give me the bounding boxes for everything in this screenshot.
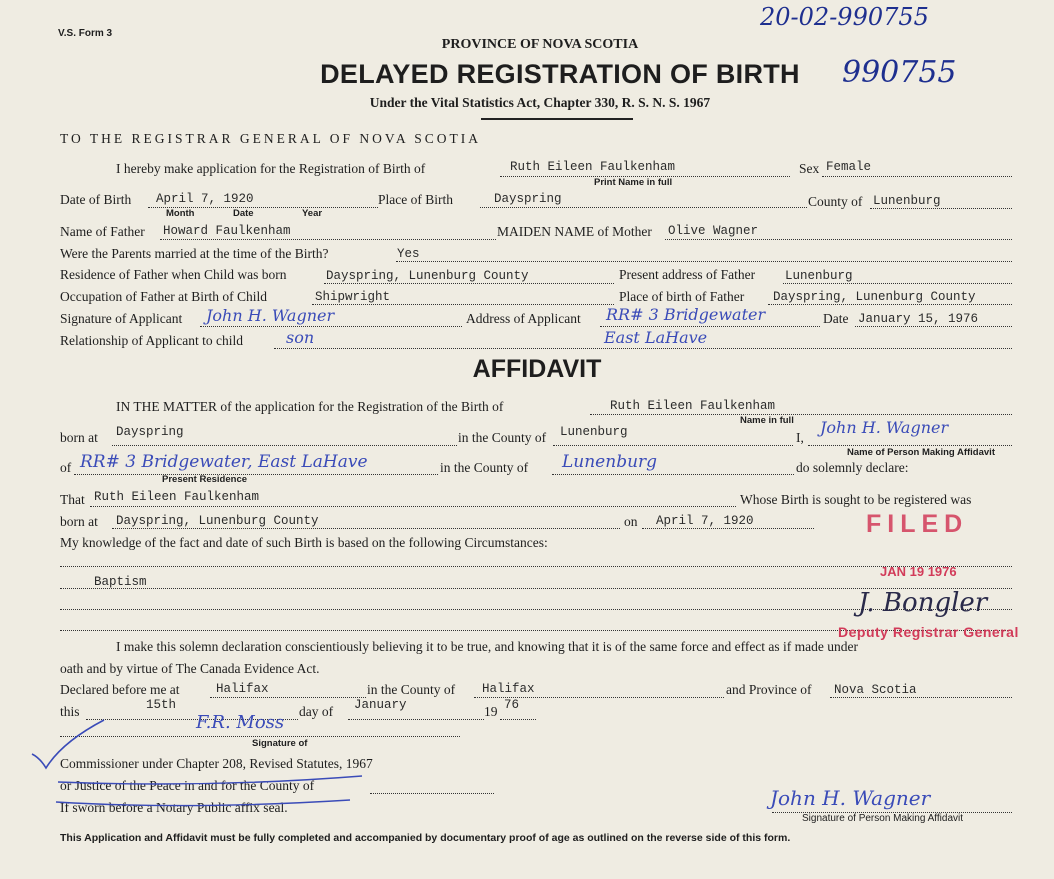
strike-through-lines: [50, 770, 370, 830]
mother-label: MAIDEN NAME of Mother: [497, 224, 652, 239]
present-residence-caption: Present Residence: [162, 474, 248, 485]
circumstance-field[interactable]: Baptism: [94, 575, 147, 589]
relationship-field[interactable]: son: [286, 328, 315, 347]
notary-label: If sworn before a Notary Public affix seal.: [60, 800, 288, 815]
addr-applicant-label: Address of Applicant: [466, 311, 581, 326]
sex-label: Sex: [799, 161, 820, 176]
born-on-field[interactable]: April 7, 1920: [656, 514, 754, 528]
sig-applicant-label: Signature of Applicant: [60, 311, 183, 326]
form-number: V.S. Form 3: [58, 28, 113, 39]
in-county-label-2: in the County of: [440, 460, 529, 475]
knowledge-label: My knowledge of the fact and date of such Birth is based on the following Circumstances:: [60, 535, 548, 550]
declared-province-field[interactable]: Nova Scotia: [834, 683, 917, 697]
commissioner-signature-line[interactable]: [60, 736, 460, 737]
deponent-residence-field[interactable]: RR# 3 Bridgewater, East LaHave: [80, 452, 368, 472]
province-label: and Province of: [726, 682, 812, 697]
affidavit-county-field[interactable]: Lunenburg: [560, 425, 628, 439]
declared-at-field[interactable]: Halifax: [216, 682, 269, 696]
deponent-name-field[interactable]: John H. Wagner: [820, 418, 949, 437]
date-field[interactable]: January 15, 1976: [858, 312, 979, 326]
date-label: Date: [823, 311, 849, 326]
footer-note: This Application and Affidavit must be fully completed and accompanied by documentary proof of age as outlined on the reverse side of this form.: [60, 832, 791, 844]
matter-label: IN THE MATTER of the application for the Registration of the Birth of: [116, 399, 504, 414]
present-father-field[interactable]: Lunenburg: [785, 269, 853, 283]
i-label: I,: [796, 430, 804, 445]
born-at-field[interactable]: Dayspring: [116, 425, 184, 439]
signature-of-caption: Signature of: [252, 738, 308, 749]
of-label: of: [60, 460, 72, 475]
dob-label: Date of Birth: [60, 192, 132, 207]
residence-father-field[interactable]: Dayspring, Lunenburg County: [326, 269, 529, 283]
year-caption: Year: [302, 208, 323, 219]
year-field[interactable]: 76: [504, 698, 520, 712]
county-label: County of: [808, 194, 863, 209]
father-birthplace-label: Place of birth of Father: [619, 289, 745, 304]
declaration-line-1: I make this solemn declaration conscientiously believing it to be true, and knowing that it is of the same force and effect as if made under: [116, 639, 859, 654]
declaration-line-2: oath and by virtue of The Canada Evidence Act.: [60, 661, 320, 676]
commissioner-label: Commissioner under Chapter 208, Revised Statutes, 1967: [60, 756, 373, 771]
solemnly-declare-label: do solemnly declare:: [796, 460, 909, 475]
born-at-field-2[interactable]: Dayspring, Lunenburg County: [116, 514, 319, 528]
month-field[interactable]: January: [354, 698, 407, 712]
residence-father-label: Residence of Father when Child was born: [60, 267, 287, 282]
this-label: this: [60, 704, 80, 719]
date-caption: Date: [233, 208, 254, 219]
declared-county-field[interactable]: Halifax: [482, 682, 535, 696]
dob-field[interactable]: April 7, 1920: [156, 192, 254, 206]
commissioner-signature: F.R. Moss: [196, 712, 285, 733]
signature-person-caption: Signature of Person Making Affidavit: [802, 813, 964, 824]
whose-birth-label: Whose Birth is sought to be registered was: [740, 492, 972, 507]
father-field[interactable]: Howard Faulkenham: [163, 224, 291, 238]
deponent-signature: John H. Wagner: [770, 786, 931, 810]
place-label[interactable]: Place of Birth: [378, 192, 453, 207]
deponent-county-field[interactable]: Lunenburg: [562, 452, 658, 472]
present-father-label: Present address of Father: [619, 267, 756, 282]
married-label: Were the Parents married at the time of the Birth?: [60, 246, 329, 261]
relationship-label: Relationship of Applicant to child: [60, 333, 243, 348]
month-caption: Month: [166, 208, 195, 219]
occupation-field[interactable]: Shipwright: [315, 290, 391, 304]
applicant-signature: John H. Wagner: [206, 306, 335, 325]
child-name-field[interactable]: Ruth Eileen Faulkenham: [510, 160, 676, 174]
affidavit-child-name-field[interactable]: Ruth Eileen Faulkenham: [610, 399, 776, 413]
county-field[interactable]: Lunenburg: [873, 194, 941, 208]
day-of-label: day of: [299, 704, 334, 719]
affidavit-heading: AFFIDAVIT: [472, 355, 602, 383]
deputy-registrar-stamp: Deputy Registrar General: [838, 624, 1019, 640]
province-heading: PROVINCE OF NOVA SCOTIA: [441, 37, 639, 52]
title-rule: [481, 118, 633, 120]
print-name-caption: Print Name in full: [594, 177, 673, 188]
registrar-signature: J. Bongler: [858, 588, 988, 618]
applicant-address-field[interactable]: RR# 3 Bridgewater: [606, 305, 766, 324]
father-label: Name of Father: [60, 224, 145, 239]
file-number-handwritten: 20-02-990755: [760, 3, 929, 31]
born-at-label-2: born at: [60, 514, 98, 529]
year-prefix: 19: [484, 704, 498, 719]
subtitle: Under the Vital Statistics Act, Chapter 330, R. S. N. S. 1967: [369, 95, 711, 110]
in-county-label-3: in the County of: [367, 682, 456, 697]
sex-field[interactable]: Female: [826, 160, 872, 174]
that-label: That: [60, 492, 85, 507]
mother-field[interactable]: Olive Wagner: [668, 224, 759, 238]
file-number-handwritten-2: 990755: [842, 55, 957, 90]
married-field[interactable]: Yes: [397, 247, 420, 261]
born-at-label: born at: [60, 430, 98, 445]
applicant-address-line2: East LaHave: [604, 328, 708, 347]
registrar-heading: TO THE REGISTRAR GENERAL OF NOVA SCOTIA: [60, 131, 482, 146]
filed-stamp-date: JAN 19 1976: [880, 564, 957, 579]
that-name-field[interactable]: Ruth Eileen Faulkenham: [94, 490, 260, 504]
place-field[interactable]: Dayspring: [494, 192, 562, 206]
person-making-caption: Name of Person Making Affidavit: [847, 447, 995, 458]
page-title: DELAYED REGISTRATION OF BIRTH: [320, 59, 800, 89]
circumstance-line-1[interactable]: [60, 566, 1012, 567]
in-county-label: in the County of: [458, 430, 547, 445]
occupation-label: Occupation of Father at Birth of Child: [60, 289, 267, 304]
on-label: on: [624, 514, 638, 529]
father-birthplace-field[interactable]: Dayspring, Lunenburg County: [773, 290, 976, 304]
day-field[interactable]: 15th: [146, 698, 177, 712]
name-full-caption: Name in full: [740, 415, 794, 426]
apply-label: I hereby make application for the Registration of Birth of: [116, 161, 426, 176]
justice-label: or Justice of the Peace in and for the County of: [60, 778, 315, 793]
filed-stamp: FILED: [866, 510, 969, 538]
declared-label: Declared before me at: [60, 682, 180, 697]
